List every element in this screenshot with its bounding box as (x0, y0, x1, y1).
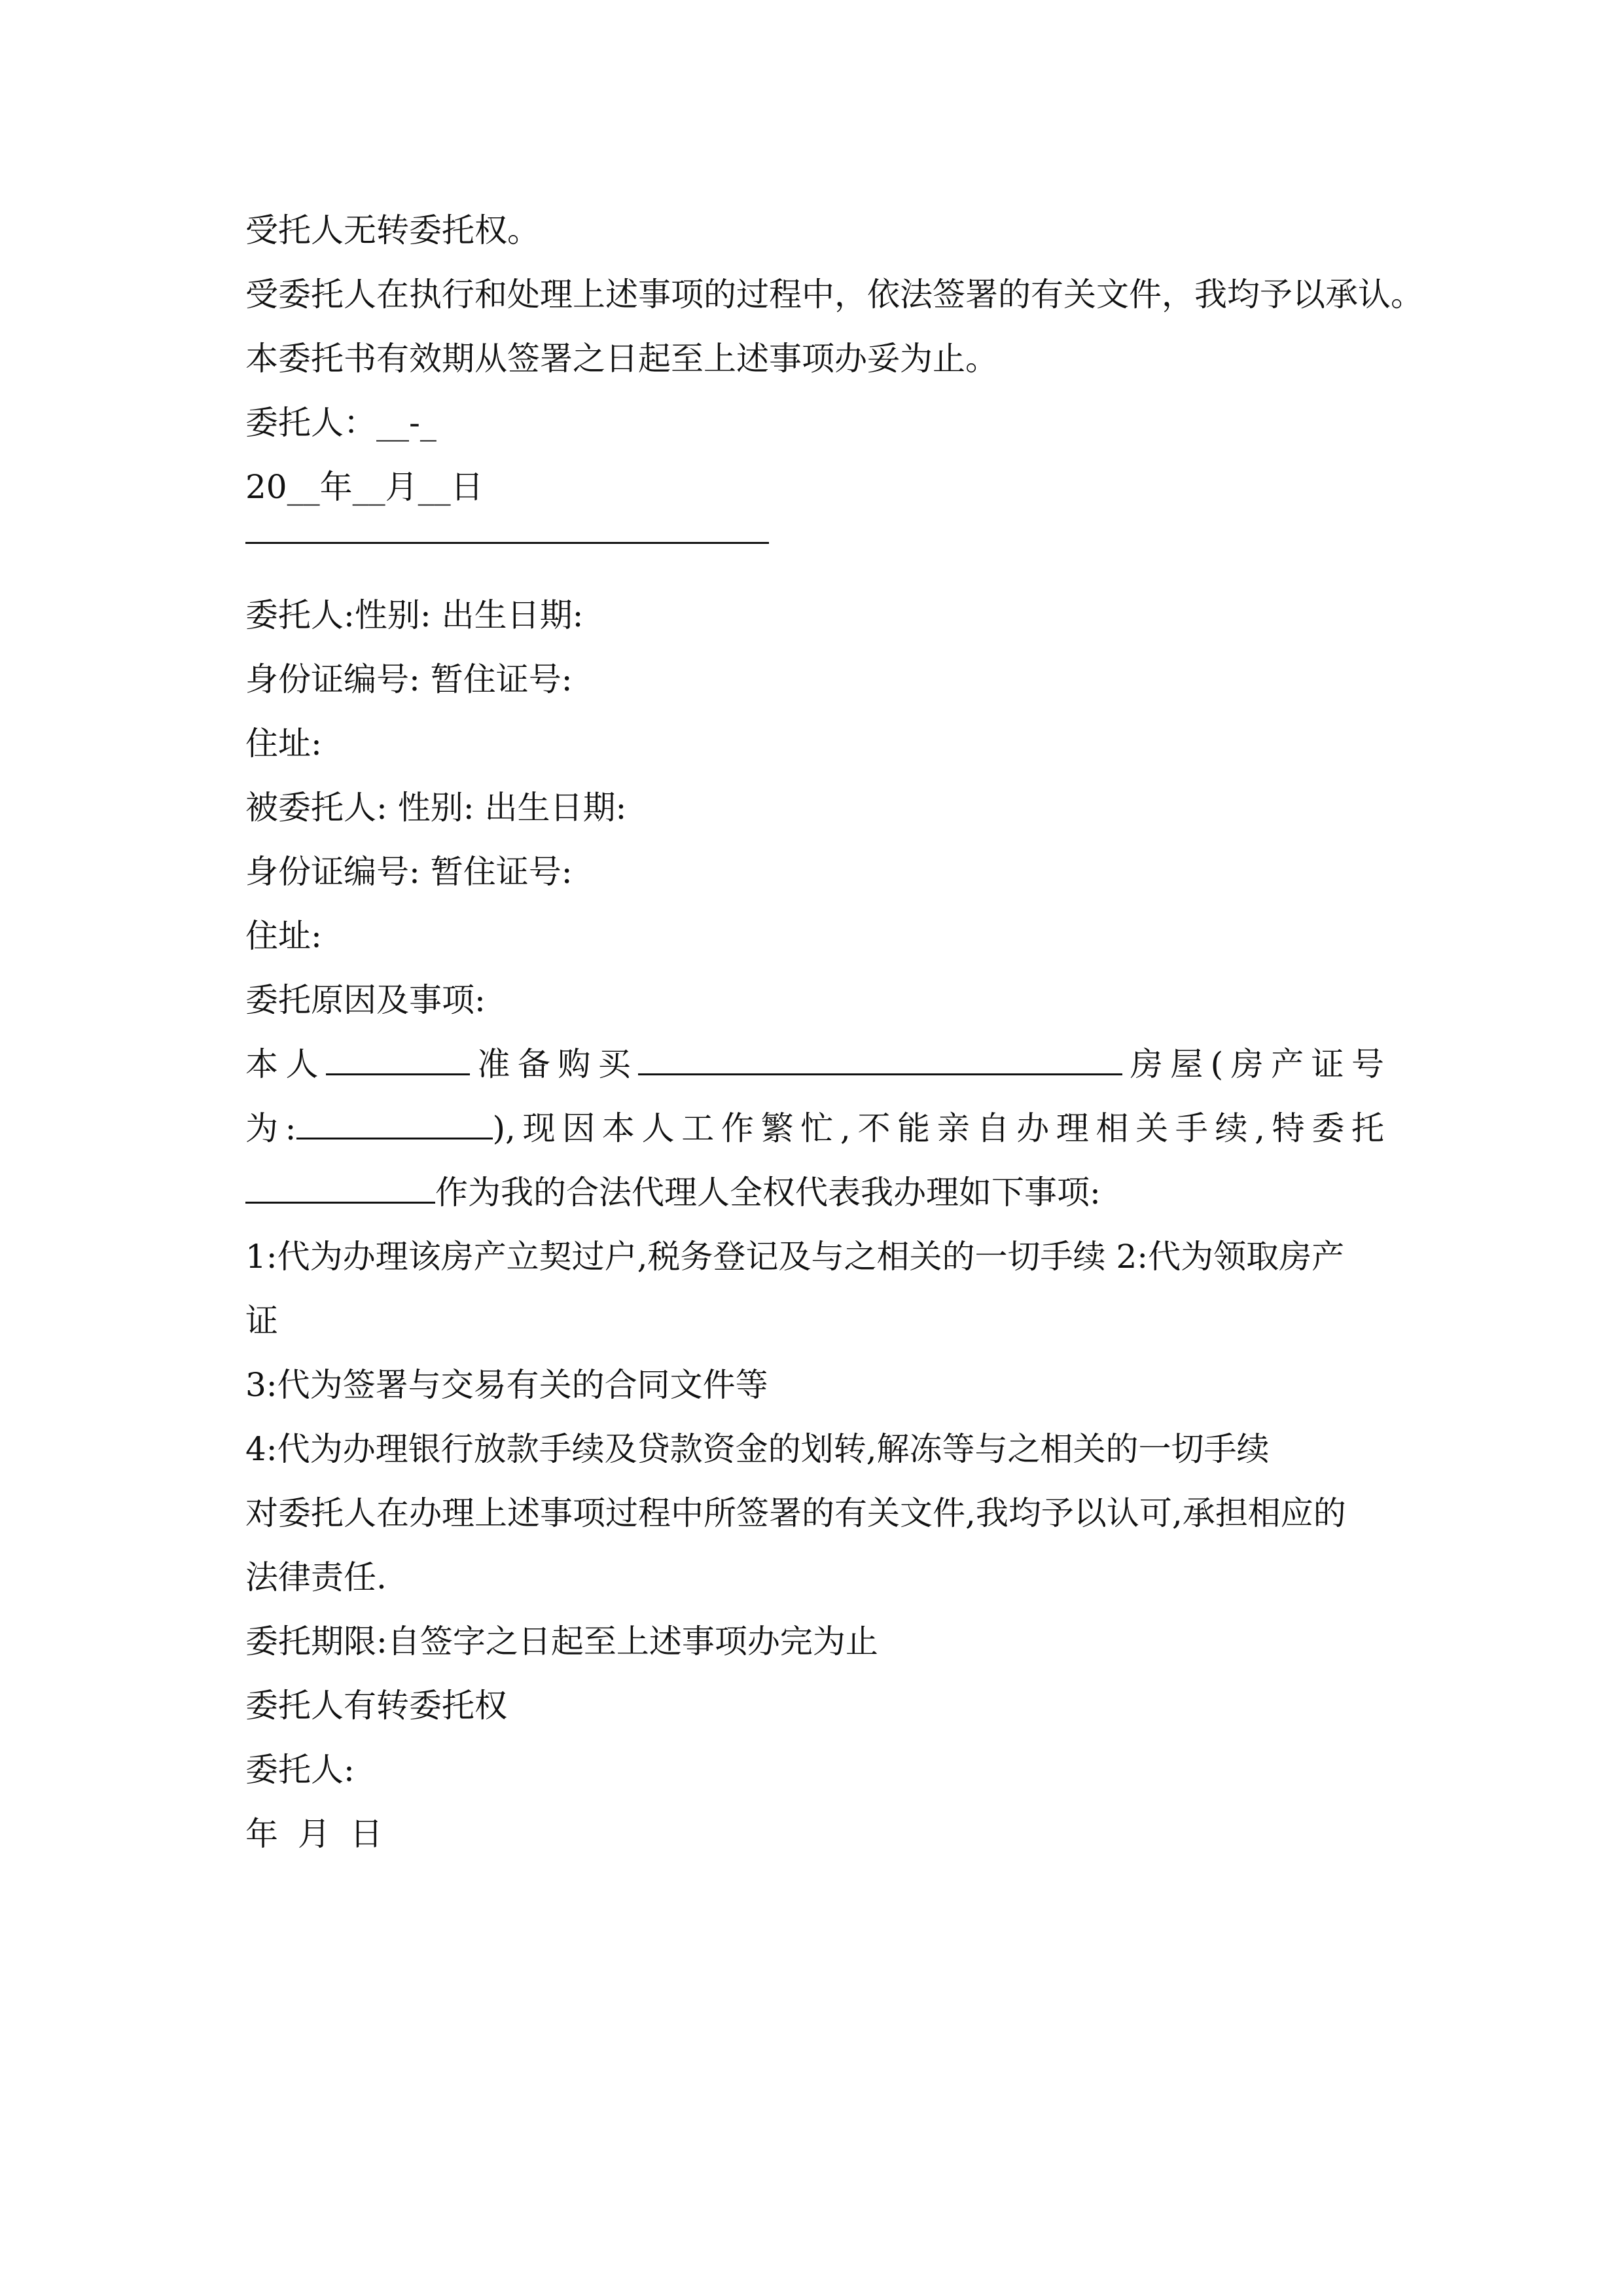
text-line: 委托期限:自签字之日起至上述事项办完为止 (245, 1623, 878, 1660)
text-line: 4:代为办理银行放款手续及贷款资金的划转,解冻等与之相关的一切手续 (245, 1430, 1270, 1468)
blank-field (245, 1173, 435, 1204)
date-line: 年 月 日 (245, 1815, 383, 1853)
text-line: 住址: (245, 917, 322, 955)
text-line: 委托人: (245, 1751, 355, 1789)
blank-field (296, 1109, 493, 1139)
text-line: 法律责任. (245, 1558, 387, 1596)
separator-rule (245, 542, 769, 544)
blank-field (326, 1045, 470, 1075)
text-line: 3:代为签署与交易有关的合同文件等 (245, 1366, 768, 1404)
text-line: 身份证编号: 暂住证号: (245, 660, 573, 698)
text-line: 被委托人: 性别: 出生日期: (245, 789, 627, 827)
text-line: 委托原因及事项: (245, 981, 486, 1019)
text-line: 受托人无转委托权。 (245, 211, 540, 249)
text-line: 本委托书有效期从签署之日起至上述事项办妥为止。 (245, 340, 998, 378)
purchase-line: 本人 准备购买 房屋(房产证号 (245, 1045, 1385, 1083)
text-line: 委托人有转委托权 (245, 1687, 507, 1725)
certificate-line: 为: ),现因本人工作繁忙,不能亲自办理相关手续,特委托 (245, 1109, 1384, 1147)
text-line: 对委托人在办理上述事项过程中所签署的有关文件,我均予以认可,承担相应的 (245, 1494, 1346, 1532)
text-line: 身份证编号: 暂住证号: (245, 853, 573, 891)
text-line: 1:代为办理该房产立契过户,税务登记及与之相关的一切手续 2:代为领取房产 (245, 1238, 1345, 1276)
delegator-signature-line: 委托人：__-_ (245, 404, 437, 442)
text-line: 委托人:性别: 出生日期: (245, 596, 584, 634)
text-line: 住址: (245, 725, 322, 762)
agent-line: 作为我的合法代理人全权代表我办理如下事项: (245, 1173, 1384, 1212)
blank-field (638, 1045, 1122, 1075)
date-line: 20__年__月__日 (245, 468, 484, 506)
text-line: 受委托人在执行和处理上述事项的过程中，依法签署的有关文件，我均予以承认。 (245, 276, 1423, 314)
text-line: 证 (245, 1302, 278, 1340)
